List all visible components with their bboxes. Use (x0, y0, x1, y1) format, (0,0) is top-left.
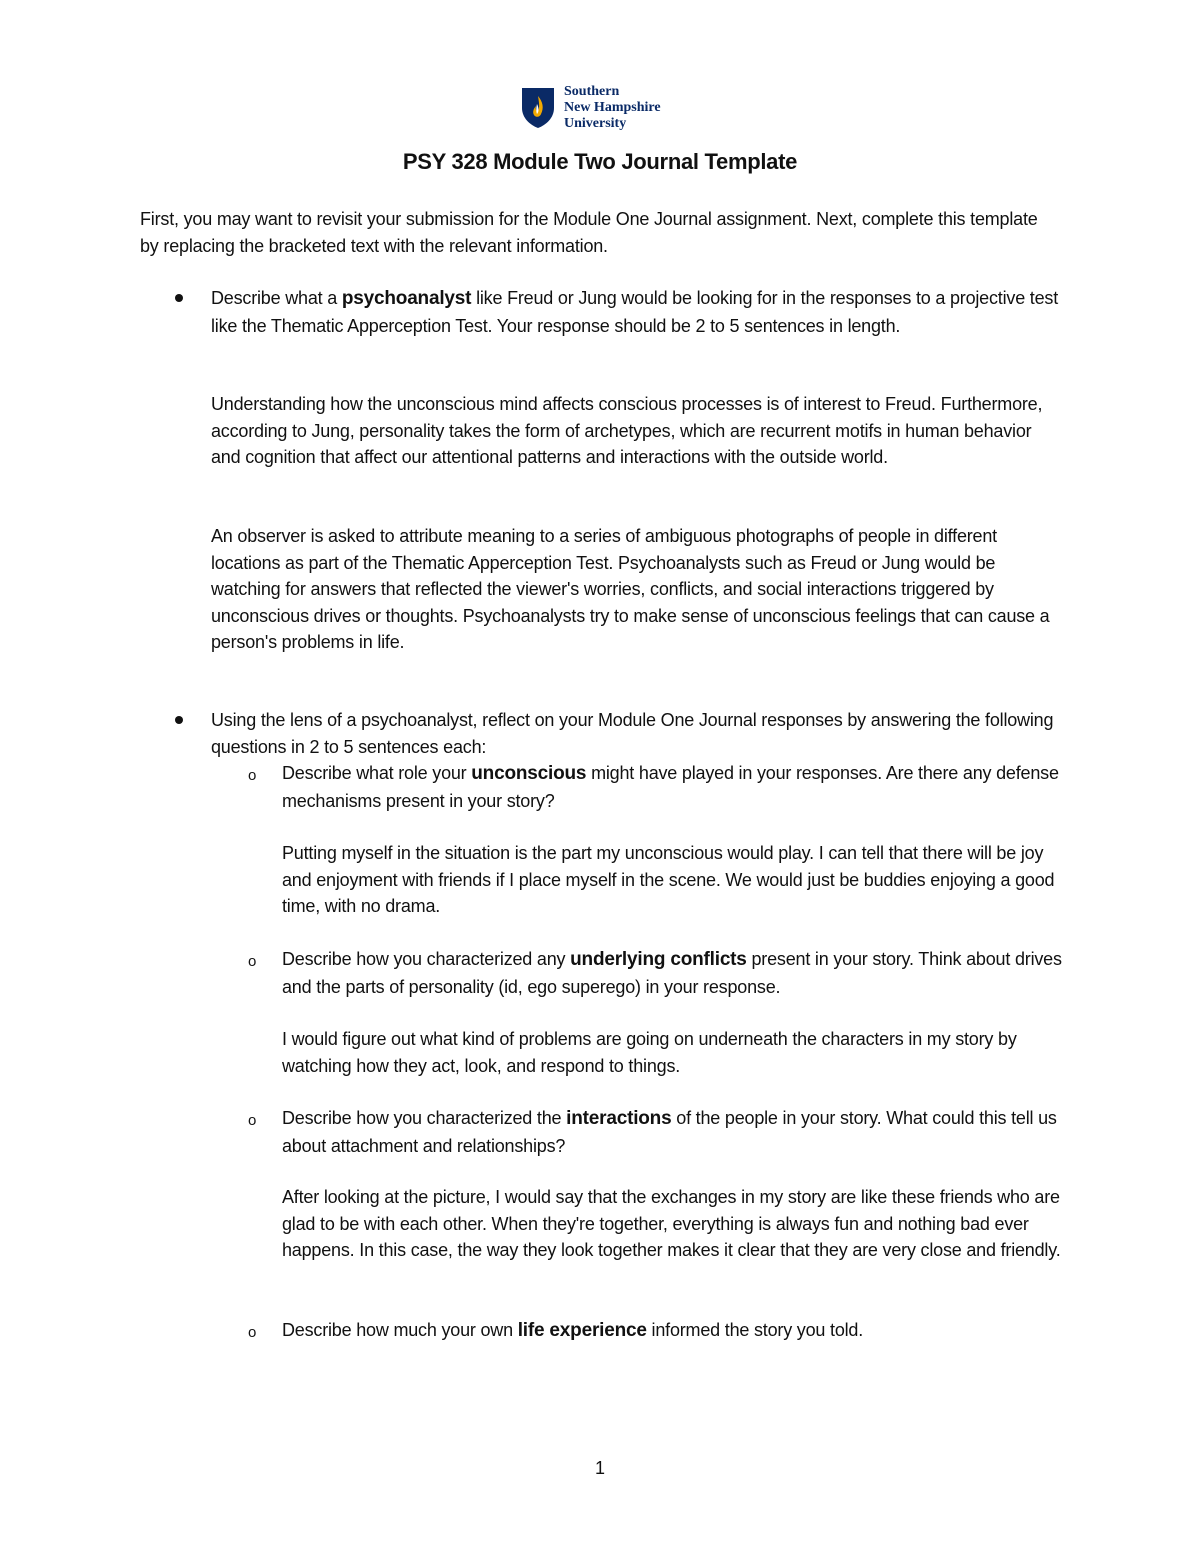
sub-bullet-marker: o (248, 1324, 257, 1341)
sub-question-4-pre: Describe how much your own (282, 1320, 518, 1340)
page-number: 1 (594, 1458, 605, 1478)
sub-question-3-keyword: interactions (566, 1108, 672, 1129)
shield-flame-icon (520, 86, 556, 130)
sub-question-4 (282, 1317, 1072, 1345)
university-logo (520, 84, 661, 132)
logo-wordmark (564, 84, 661, 132)
sub-question-2 (282, 946, 1072, 1000)
question-1 (211, 285, 1071, 339)
sub-question-1 (282, 760, 1072, 814)
answer-1-paragraph-1: Understanding how the unconscious mind affects conscious processes is of interest to Freud. Furthermore, according to Jung, personality takes the form of archetypes, which are recurrent motifs in human behavior and cognition that affect our attentional patterns and interactions with the outside world. (211, 394, 1043, 467)
sub-question-2-keyword: underlying conflicts (570, 949, 747, 970)
question-1-pre: Describe what a (211, 288, 342, 308)
sub-question-1-post: might have played in your responses. Are there any defense mechanisms present in your story? (282, 763, 1059, 811)
sub-question-1-pre: Describe what role your (282, 763, 472, 783)
logo-line-3: University (564, 116, 627, 131)
question-2: Using the lens of a psychoanalyst, reflect on your Module One Journal responses by answering the following questions in 2 to 5 sentences each: (211, 710, 1054, 757)
logo-line-2: New Hampshire (564, 100, 661, 115)
sub-bullet-marker: o (248, 953, 257, 970)
sub-bullet-marker: o (248, 1112, 257, 1129)
sub-question-2-post: present in your story. Think about drives and the parts of personality (id, ego superego) in your response. (282, 949, 1062, 997)
question-1-post: like Freud or Jung would be looking for in the responses to a projective test like the Thematic Apperception Test. Your response should be 2 to 5 sentences in length. (211, 288, 1059, 336)
page-title: PSY 328 Module Two Journal Template (402, 149, 798, 174)
sub-answer-2: I would figure out what kind of problems are going on underneath the characters in my story by watching how they act, look, and respond to things. (282, 1029, 1017, 1076)
sub-answer-1: Putting myself in the situation is the part my unconscious would play. I can tell that there will be joy and enjoyment with friends if I place myself in the scene. We would just be buddies enjoying a good time, with no drama. (282, 843, 1055, 916)
logo-line-1: Southern (564, 84, 620, 99)
sub-bullet-marker: o (248, 767, 257, 784)
sub-question-3 (282, 1105, 1072, 1159)
answer-1-paragraph-2: An observer is asked to attribute meaning to a series of ambiguous photographs of people in different locations as part of the Thematic Apperception Test. Psychoanalysts such as Freud or Jung would be watching for answers that reflected the viewer's worries, conflicts, and social interactions triggered by unconscious drives or thoughts. Psychoanalysts try to make sense of unconscious feelings that can cause a person's problems in life. (211, 526, 1050, 652)
sub-question-4-keyword: life experience (517, 1320, 647, 1341)
sub-question-4-post: informed the story you told. (646, 1320, 864, 1340)
sub-question-3-post: of the people in your story. What could this tell us about attachment and relationships? (282, 1108, 1057, 1156)
sub-answer-3: After looking at the picture, I would say that the exchanges in my story are like these friends who are glad to be with each other. When they're together, everything is always fun and nothing bad ever happens. In this case, the way they look together makes it clear that they are very close and friendly. (282, 1187, 1061, 1260)
question-1-keyword: psychoanalyst (341, 288, 472, 309)
sub-question-3-pre: Describe how you characterized the (282, 1108, 567, 1128)
sub-question-1-keyword: unconscious (471, 763, 587, 784)
intro-paragraph: First, you may want to revisit your submission for the Module One Journal assignment. Next, complete this template by replacing the bracketed text with the relevant information. (140, 209, 1038, 256)
bullet-icon (175, 716, 183, 724)
sub-question-2-pre: Describe how you characterized any (282, 949, 571, 969)
bullet-icon (175, 294, 183, 302)
